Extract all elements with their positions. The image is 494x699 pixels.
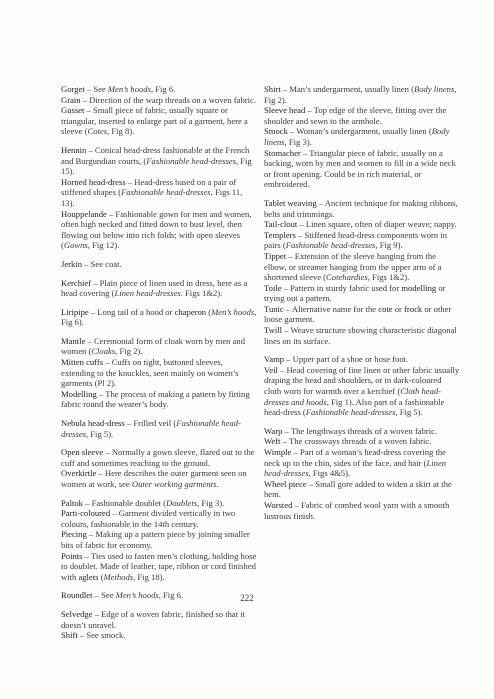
glossary-entry-mitten-cuffs xyxy=(61,357,257,389)
glossary-entry-weft xyxy=(264,436,460,447)
definition-text: – The process of making a pattern by fitting fabric round the wearer’s body. xyxy=(61,388,250,410)
glossary-term: Vamp xyxy=(264,354,285,365)
glossary-group xyxy=(264,426,460,521)
glossary-entry-selvedge xyxy=(61,609,257,630)
glossary-term: Warp xyxy=(264,425,283,436)
glossary-term: Modelling xyxy=(61,388,97,399)
glossary-group xyxy=(61,84,257,137)
definition-text: or trying out a pattern. xyxy=(264,282,446,304)
definition-text: , Fig 18). xyxy=(133,571,165,582)
italic-reference: Body linens xyxy=(413,84,455,94)
left-column xyxy=(61,84,257,649)
glossary-entry-tail-clout xyxy=(264,219,460,230)
italic-reference: Body linens xyxy=(264,126,450,147)
definition-text: – Linen square, often of diaper weave; nappy. xyxy=(297,219,457,230)
glossary-term: Kerchief xyxy=(61,277,92,288)
definition-text: , Figs 4&5). xyxy=(308,468,351,479)
glossary-term: Gorget xyxy=(61,84,85,94)
glossary-term: Tunic xyxy=(264,303,284,314)
glossary-entry-horned-head-dress xyxy=(61,177,257,209)
definition-text: or other loose garment. xyxy=(264,303,452,325)
glossary-entry-nebula-head-dress xyxy=(61,418,257,439)
definition-text: – Ties used to fasten men’s clothing, holding hose to doublet. Made of leather, tape, ribbon or cord finished with xyxy=(61,550,257,582)
glossary-term: Houppelande xyxy=(61,208,107,219)
glossary-entry-piecing xyxy=(61,529,257,550)
glossary-entry-jerkin xyxy=(61,259,257,270)
glossary-term: Selvedge xyxy=(61,608,93,619)
glossary-term: Toile xyxy=(264,282,282,293)
glossary-group xyxy=(264,84,460,190)
glossary-entry-warp xyxy=(264,426,460,437)
glossary-group xyxy=(61,259,257,270)
definition-text: – Ancient technique for making ribbons, belts and trimmings. xyxy=(264,197,458,219)
definition-text: , Fig 8). xyxy=(107,126,135,137)
definition-text: – Head covering of fine linen or other fabric usually draping the head and shoulders, or in dark-coloured cloth worn for warmth over a kerchief ( xyxy=(264,364,460,397)
glossary-term: Shift xyxy=(61,630,78,641)
glossary-entry-tippet xyxy=(264,251,460,283)
glossary-term: Open sleeve xyxy=(61,447,104,458)
glossary-entry-sleeve-head xyxy=(264,105,460,126)
definition-text: – Plain piece of linen used in dress, here as a head covering ( xyxy=(61,277,248,299)
definition-text: , Fig 2). xyxy=(264,84,457,105)
definition-text: , Fig 9). xyxy=(375,240,403,251)
definition-text: – Small piece of fabric, usually square or triangular, inserted to enlarge part of a garment, here a sleeve ( xyxy=(61,105,248,137)
definition-text: – Alternative name for the xyxy=(283,303,379,314)
definition-text: – Triangular piece of fabric, usually on a backing, worn by men and women to fill in a wide neck or front opening. Could be in rich material, or embroidered. xyxy=(264,147,456,190)
cross-reference-term: cote xyxy=(378,303,393,314)
glossary-entry-shirt xyxy=(264,84,460,105)
glossary-term: Shirt xyxy=(264,84,281,94)
glossary-entry-smock xyxy=(264,126,460,147)
glossary-entry-hennin xyxy=(61,145,257,177)
definition-text: , Fig 3). xyxy=(284,136,312,147)
definition-text: , Fig 1). Also part of a fashionable head-dress ( xyxy=(264,396,445,418)
glossary-term: Mitten cuffs xyxy=(61,357,104,368)
glossary-entry-grain xyxy=(61,95,257,106)
glossary-group xyxy=(61,307,257,328)
definition-text: – Upper part of a shoe or hose foot. xyxy=(284,354,409,365)
glossary-term: Templers xyxy=(264,229,296,240)
definition-text: – Fabric of combed wool yarn with a smooth lustrous finish. xyxy=(264,499,450,521)
definition-text: – Woman’s undergarment, usually linen ( xyxy=(287,126,432,137)
glossary-group xyxy=(61,609,257,641)
glossary-entry-twill xyxy=(264,325,460,346)
italic-reference: Cloaks xyxy=(91,346,116,357)
definition-text: or xyxy=(392,303,405,314)
glossary-entry-tablet-weaving xyxy=(264,198,460,219)
glossary-term: Wimple xyxy=(264,447,292,457)
glossary-entry-mantle xyxy=(61,336,257,357)
definition-text: – Weave structure showing characteristic diagonal lines on its surface. xyxy=(264,325,457,346)
italic-reference: Linen head-dresses xyxy=(114,288,181,299)
glossary-entry-templers xyxy=(264,230,460,251)
glossary-term: Roundlet xyxy=(61,590,93,601)
definition-text: ( xyxy=(98,571,104,582)
glossary-group xyxy=(61,447,257,489)
italic-reference: Men’s hoods xyxy=(107,84,151,94)
glossary-term: Tablet weaving xyxy=(264,197,317,208)
glossary-entry-gusset xyxy=(61,105,257,137)
italic-reference: Fashionable head-dresses xyxy=(120,187,211,198)
definition-text: – Edge of a woven fabric, finished so that it doesn’t unravel. xyxy=(61,608,246,630)
glossary-group xyxy=(61,498,257,583)
italic-reference: Doublets xyxy=(166,497,198,508)
glossary-term: Tippet xyxy=(264,250,287,261)
glossary-term: Stomacher xyxy=(264,147,301,158)
glossary-term: Paltok xyxy=(61,497,83,508)
glossary-entry-houppelande xyxy=(61,209,257,251)
definition-text: – Fashionable gown for men and women, often high necked and fitted down to bust level, then flowing out below into rich folds; with open sleeves ( xyxy=(61,208,252,251)
glossary-term: Piecing xyxy=(61,529,87,540)
definition-text: – Stiffened head-dress components worn in pairs ( xyxy=(264,229,448,251)
glossary-group xyxy=(61,418,257,439)
definition-text: – Frilled veil ( xyxy=(124,418,177,429)
definition-text: , Fig 5). xyxy=(395,407,423,418)
definition-text: – Top edge of the sleeve, fitting over the shoulder and sewn to the armhole. xyxy=(264,105,447,126)
glossary-term: Smock xyxy=(264,126,288,137)
page-number: 222 xyxy=(240,593,254,603)
glossary-term: Sleeve head xyxy=(264,105,306,116)
definition-text: – Man’s undergarment, usually linen ( xyxy=(280,84,414,94)
glossary-term: Wheel piece xyxy=(264,478,307,489)
glossary-entry-veil xyxy=(264,365,460,418)
italic-reference: Outer working garments xyxy=(131,479,217,489)
definition-text: – Ceremonial form of cloak worn by men and women ( xyxy=(61,335,245,357)
definition-text: ( xyxy=(206,306,212,317)
glossary-term: Points xyxy=(61,550,83,561)
glossary-term: Grain xyxy=(61,94,81,105)
definition-text: , Fig 6. xyxy=(158,590,184,601)
definition-text: – Cuffs on tight, buttoned sleeves, extending to the knuckles, seen mainly on women’s garments (Pl 2). xyxy=(61,357,239,389)
glossary-term: Worsted xyxy=(264,499,293,510)
glossary-entry-stomacher xyxy=(264,148,460,190)
definition-text: – See coat. xyxy=(82,258,122,269)
glossary-entry-toile xyxy=(264,283,460,304)
definition-text: – The lengthways threads of a woven fabric. xyxy=(282,425,438,436)
italic-reference: Gowns xyxy=(63,240,88,251)
cross-reference-term: chaperon xyxy=(174,306,207,317)
italic-reference: Cotes xyxy=(87,126,108,137)
definition-text: – Conical head-dress fashionable at the French and Burgundian courts, ( xyxy=(61,144,250,166)
definition-text: , Fig 12). xyxy=(87,240,120,251)
glossary-term: Liripipe xyxy=(61,306,89,317)
glossary-entry-gorget xyxy=(61,84,257,95)
definition-text: – Here describes the outer garment seen on women at work, see xyxy=(61,468,247,489)
glossary-entry-modelling xyxy=(61,389,257,410)
italic-reference: Cloth head-dresses and hoods xyxy=(264,386,442,407)
glossary-entry-points xyxy=(61,551,257,583)
glossary-term: Weft xyxy=(264,436,281,447)
right-column xyxy=(264,84,460,529)
definition-text: , Fig 6). xyxy=(61,306,257,328)
italic-reference: Methods xyxy=(103,571,134,582)
cross-reference-term: frock xyxy=(404,303,423,314)
definition-text: , Fig 15). xyxy=(61,155,252,177)
definition-text: – Long tail of a hood or xyxy=(88,306,175,317)
italic-reference: Men’s hoods xyxy=(211,306,255,317)
glossary-entry-tunic xyxy=(264,304,460,325)
definition-text: . Figs 1&2). xyxy=(180,288,223,299)
glossary-group xyxy=(61,278,257,299)
definition-text: – The crossways threads of a woven fabric. xyxy=(280,436,432,447)
cross-reference-term: aglets xyxy=(78,571,99,582)
glossary-entry-worsted xyxy=(264,500,460,521)
definition-text: – Part of a woman’s head-dress covering the neck up to the chin, sides of the face, and hair ( xyxy=(264,447,446,468)
glossary-group xyxy=(264,354,460,418)
italic-reference: Fashionable head-dresses xyxy=(305,407,396,418)
definition-text: – See smock. xyxy=(77,630,126,641)
glossary-term: Twill xyxy=(264,325,283,336)
glossary-term: Hennin xyxy=(61,144,87,155)
definition-text: – Fashionable doublet ( xyxy=(82,497,167,508)
glossary-term: Mantle xyxy=(61,335,86,346)
cross-reference-term: modelling xyxy=(401,282,437,293)
definition-text: – Garment divided vertically in two colours, fashionable in the 14th century. xyxy=(61,508,236,529)
glossary-term: Parti-coloured xyxy=(61,508,111,519)
glossary-entry-open-sleeve xyxy=(61,447,257,468)
glossary-entry-wimple xyxy=(264,447,460,479)
definition-text: – Making up a pattern piece by joining smaller bits of fabric for economy. xyxy=(61,529,250,550)
italic-reference: Fashionable head-dresses xyxy=(146,155,236,166)
glossary-group xyxy=(61,145,257,251)
definition-text: – Normally a gown sleeve, flared out to the cuff and sometimes reaching to the ground. xyxy=(61,447,255,468)
glossary-term: Gusset xyxy=(61,105,85,116)
glossary-entry-vamp xyxy=(264,354,460,365)
definition-text: – Small gore added to widen a skirt at the hem. xyxy=(264,478,452,500)
definition-text: , Fig 3). xyxy=(197,497,225,508)
italic-reference: Linen head-dresses xyxy=(264,457,447,479)
glossary-entry-kerchief xyxy=(61,278,257,299)
italic-reference: Fashionable head-dresses xyxy=(285,240,376,251)
definition-text: . xyxy=(216,479,219,489)
definition-text: , Figs 1&2). xyxy=(367,272,410,283)
definition-text: – Pattern in sturdy fabric used for xyxy=(281,282,402,293)
definition-text: – See xyxy=(92,590,116,601)
definition-text: , Fig 5). xyxy=(85,428,114,439)
glossary-entry-parti-coloured xyxy=(61,508,257,529)
glossary-term: Veil xyxy=(264,364,278,375)
glossary-term: Overkirtle xyxy=(61,468,97,479)
definition-text: – Extension of the sleeve hanging from the elbow, or streamer hanging from the upper arm of a shortened sleeve ( xyxy=(264,250,442,283)
glossary-group xyxy=(264,198,460,346)
italic-reference: Cotehardies xyxy=(326,272,368,283)
definition-text: , Figs 11, 13). xyxy=(61,187,243,208)
glossary-term: Horned head-dress xyxy=(61,176,126,187)
glossary-entry-paltok xyxy=(61,498,257,509)
italic-reference: Men’s hoods xyxy=(115,590,159,601)
definition-text: , Fig 2). xyxy=(115,346,143,357)
definition-text: , Fig 6. xyxy=(150,84,176,94)
glossary-term: Nebula head-dress xyxy=(61,418,125,429)
glossary-entry-liripipe xyxy=(61,307,257,328)
glossary-term: Tail-clout xyxy=(264,219,298,230)
glossary-term: Jerkin xyxy=(61,258,83,269)
glossary-group xyxy=(61,336,257,410)
definition-text: – See xyxy=(84,84,108,94)
glossary-entry-wheel-piece xyxy=(264,479,460,500)
glossary-entry-shift xyxy=(61,630,257,641)
definition-text: – Direction of the warp threads on a woven fabric. xyxy=(80,94,256,105)
italic-reference: Fashionable head-dresses xyxy=(61,418,241,439)
glossary-entry-overkirtle xyxy=(61,468,257,489)
definition-text: – Head-dress based on a pair of stiffened shapes ( xyxy=(61,176,237,198)
